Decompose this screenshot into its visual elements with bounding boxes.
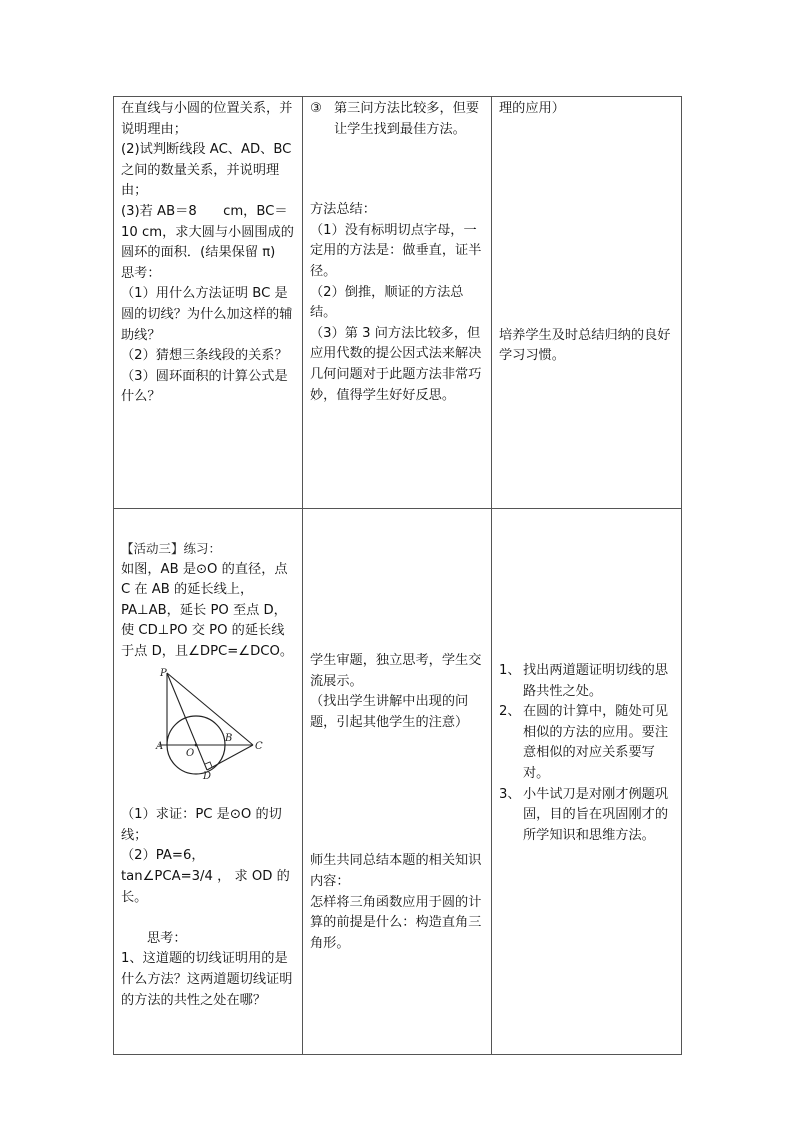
design-intent-cell (492, 509, 682, 1055)
problem-question-2: (2)试判断线段 AC、AD、BC 之间的数量关系，并说明理由； (121, 142, 292, 199)
activity-cell (114, 509, 303, 1055)
think-question: 1、这道题的切线证明用的是什么方法？这两道题切线证明的方法的共性之处在哪？ (121, 951, 293, 1008)
think-title: 思考： (121, 265, 161, 281)
activity-heading: 【活动三】练习： (121, 541, 222, 556)
label-a: A (156, 740, 164, 752)
list-item (499, 702, 674, 784)
list-number: 3、 (499, 786, 521, 802)
purpose-cell (492, 97, 682, 509)
problem-cell (114, 97, 303, 509)
label-b: B (225, 732, 233, 744)
list-number: 1、 (499, 663, 521, 678)
label-o: O (186, 747, 195, 759)
label-d: D (203, 770, 212, 779)
think-item-1: （1）用什么方法证明 BC 是圆的切线？为什么加这样的辅助线？ (121, 286, 293, 343)
think-title-2: 思考： (147, 930, 187, 946)
question-2: （2）PA=6，tan∠PCA=3/4 ， 求 OD 的长。 (121, 848, 290, 905)
summary-knowledge-text: 师生共同总结本题的相关知识内容： (310, 853, 482, 889)
think-item-2: （2）猜想三条线段的关系？ (121, 348, 288, 364)
lesson-plan-table (113, 96, 682, 1055)
purpose-habit-text: 培养学生及时总结归纳的良好学习习惯。 (499, 327, 671, 364)
summary-item-3: （3）第 3 问方法比较多，但应用代数的提公因式法来解决几何问题对于此题方法非常巧妙，值得学生好好反思。 (310, 325, 482, 403)
purpose-top-text: 理的应用） (499, 101, 565, 116)
summary-premise-text: 怎样将三角函数应用于圆的计算的前提是什么：构造直角三角形。 (310, 894, 482, 951)
line-dc (207, 745, 253, 770)
summary-item-2: （2）倒推，顺证的方法总结。 (310, 284, 464, 321)
table-row (114, 97, 682, 509)
list-text: 找出两道题证明切线的思路共性之处。 (523, 663, 669, 699)
label-p: P (160, 667, 167, 679)
activity-problem: 如图，AB 是⊙O 的直径，点 C 在 AB 的延长线上，PA⊥AB，延长 PO 至点 D，使 CD⊥PO 交 PO 的延长线于点 D，且∠DPC=∠DCO。 (121, 561, 294, 659)
point-o (195, 743, 198, 746)
circled-number-marker: ③ (310, 101, 322, 116)
geometry-figure (149, 667, 269, 779)
method-note (310, 99, 484, 140)
list-item (499, 785, 674, 847)
list-item (499, 661, 674, 702)
summary-title: 方法总结： (310, 202, 376, 218)
list-text: 在圆的计算中，随处可见相似的方法的应用。要注意相似的对应关系要写对。 (523, 704, 669, 781)
list-number: 2、 (499, 704, 521, 720)
problem-question-3: (3)若 AB＝8 cm，BC＝10 cm，求大圆与小圆围成的圆环的面积．(结果保留 π) (121, 203, 294, 261)
student-activity-note: （找出学生讲解中出现的问题，引起其他学生的注意） (310, 694, 469, 730)
method-cell (303, 97, 492, 509)
problem-text-line: 在直线与小圆的位置关系，并说明理由； (121, 101, 293, 137)
think-item-3: （3）圆环面积的计算公式是什么？ (121, 368, 288, 405)
student-activity-cell (303, 509, 492, 1055)
label-c: C (255, 740, 263, 752)
line-pc (167, 673, 253, 745)
circle-tangent-diagram (149, 667, 269, 779)
question-1: （1）求证：PC 是⊙O 的切线； (121, 807, 282, 843)
method-note-text: 第三问方法比较多，但要让学生找到最佳方法。 (334, 101, 480, 137)
table-row (114, 509, 682, 1055)
list-text: 小牛试刀是对刚才例题巩固，目的旨在巩固刚才的所学知识和思维方法。 (523, 786, 669, 843)
summary-item-1: （1）没有标明切点字母，一定用的方法是：做垂直，证半径。 (310, 222, 482, 279)
right-angle-mark (205, 762, 212, 767)
student-activity-text: 学生审题，独立思考，学生交流展示。 (310, 653, 482, 689)
